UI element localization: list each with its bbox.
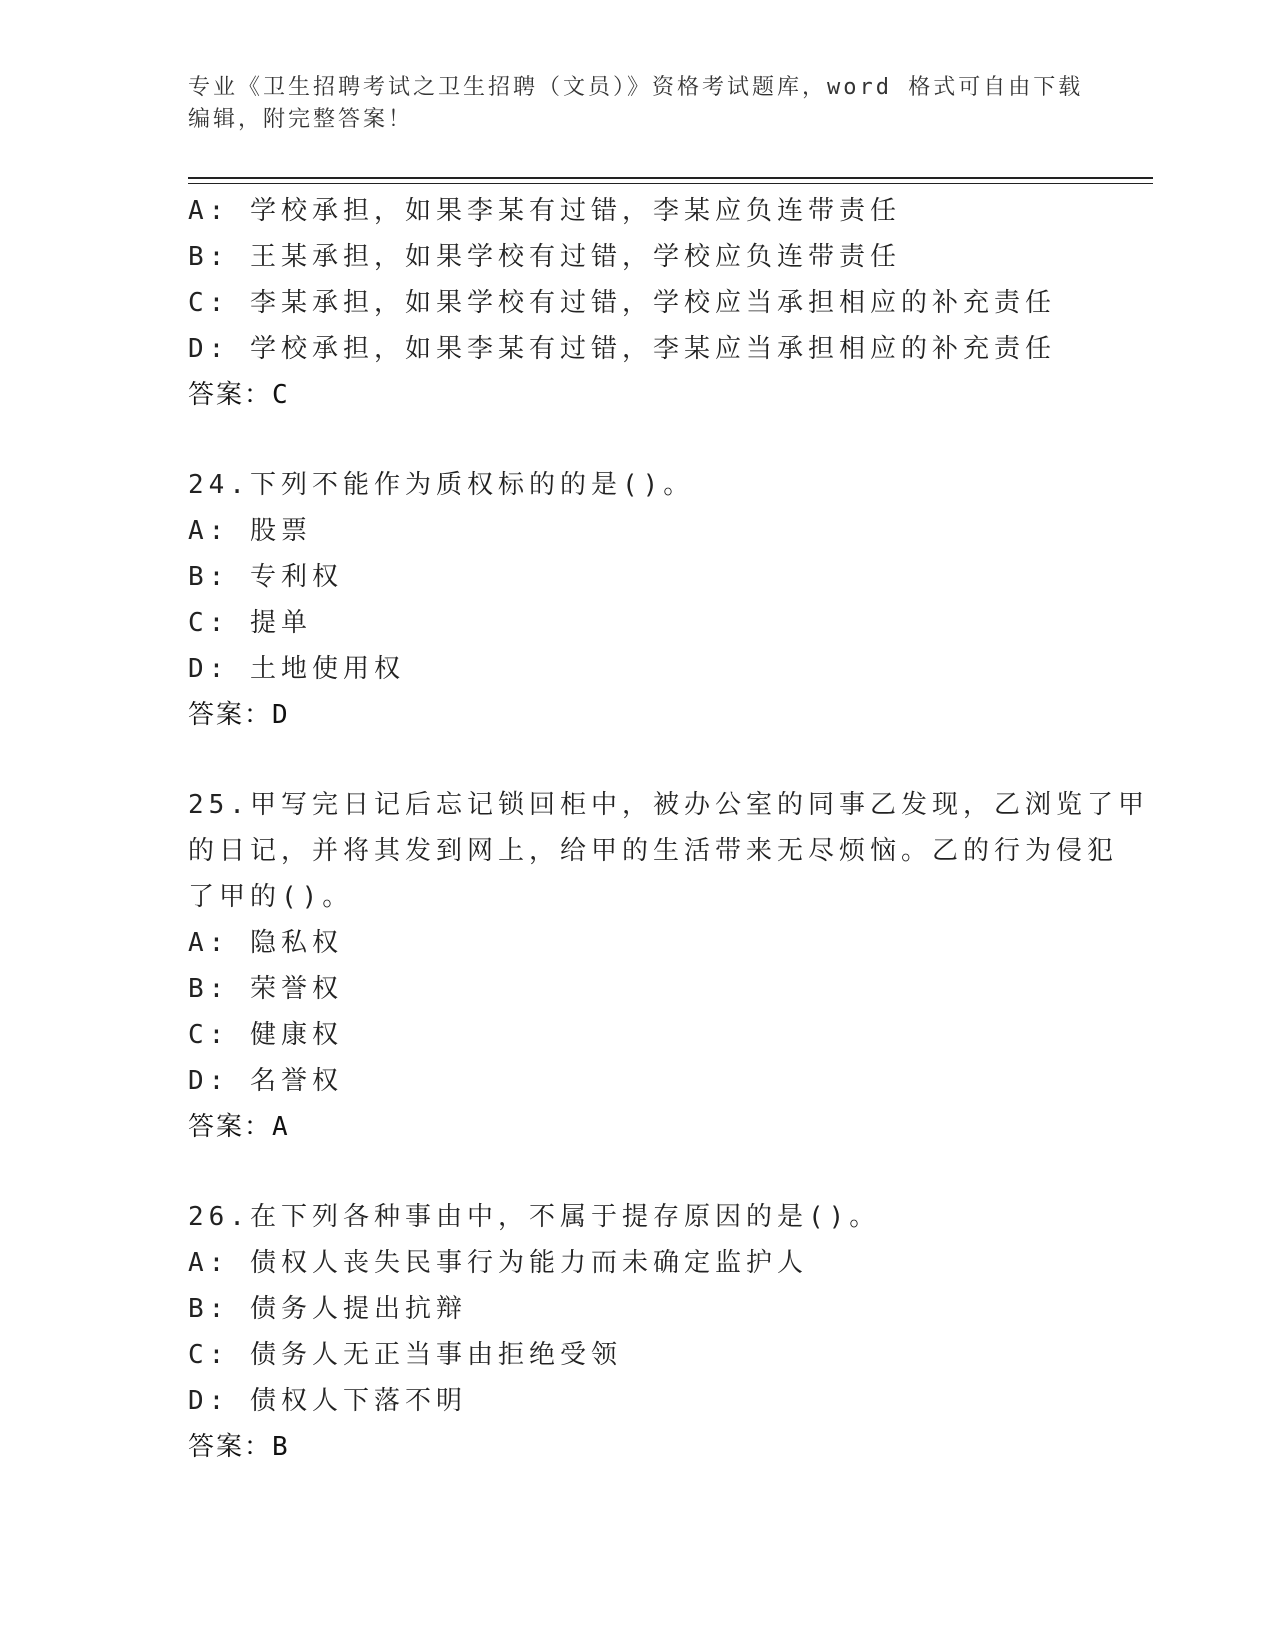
header-line-2: 编辑，附完整答案！ [188, 107, 414, 132]
option-c: C: 提单 [188, 608, 312, 638]
question-stem-line-2: 的日记，并将其发到网上，给甲的生活带来无尽烦恼。乙的行为侵犯 [188, 836, 1119, 866]
option-d: D: 名誉权 [188, 1066, 343, 1096]
question-list [188, 188, 1149, 1470]
answer: 答案：A [188, 1112, 290, 1142]
question-23 [188, 188, 1088, 418]
document-header [188, 72, 1084, 136]
option-b: B: 债务人提出抗辩 [188, 1294, 467, 1324]
question-24 [188, 462, 1088, 738]
option-c: C: 健康权 [188, 1020, 343, 1050]
option-a: A: 债权人丧失民事行为能力而未确定监护人 [188, 1248, 808, 1278]
option-a: A: 隐私权 [188, 928, 343, 958]
answer: 答案：D [188, 700, 290, 730]
option-a: A: 股票 [188, 516, 312, 546]
question-spacer [188, 418, 1088, 462]
option-d: D: 债权人下落不明 [188, 1386, 467, 1416]
header-divider-thick [188, 177, 1153, 179]
header-line-1: 专业《卫生招聘考试之卫生招聘（文员）》资格考试题库，word 格式可自由下载 [188, 75, 1084, 100]
answer: 答案：B [188, 1432, 290, 1462]
option-d: D: 土地使用权 [188, 654, 405, 684]
question-spacer [188, 738, 1088, 782]
question-stem-line-3: 了甲的()。 [188, 882, 354, 912]
question-26 [188, 1194, 1088, 1470]
header-divider-thin [188, 183, 1153, 184]
question-spacer [188, 1150, 1088, 1194]
question-stem-line-1: 25.甲写完日记后忘记锁回柜中，被办公室的同事乙发现，乙浏览了甲 [188, 790, 1149, 820]
question-25 [188, 782, 1149, 1150]
option-c: C: 债务人无正当事由拒绝受领 [188, 1340, 622, 1370]
answer: 答案：C [188, 380, 290, 410]
option-a: A: 学校承担，如果李某有过错，李某应负连带责任 [188, 196, 901, 226]
question-stem: 24.下列不能作为质权标的的是()。 [188, 470, 695, 500]
option-b: B: 荣誉权 [188, 974, 343, 1004]
option-b: B: 王某承担，如果学校有过错，学校应负连带责任 [188, 242, 901, 272]
option-d: D: 学校承担，如果李某有过错，李某应当承担相应的补充责任 [188, 334, 1056, 364]
option-c: C: 李某承担，如果学校有过错，学校应当承担相应的补充责任 [188, 288, 1056, 318]
option-b: B: 专利权 [188, 562, 343, 592]
question-stem: 26.在下列各种事由中，不属于提存原因的是()。 [188, 1202, 881, 1232]
